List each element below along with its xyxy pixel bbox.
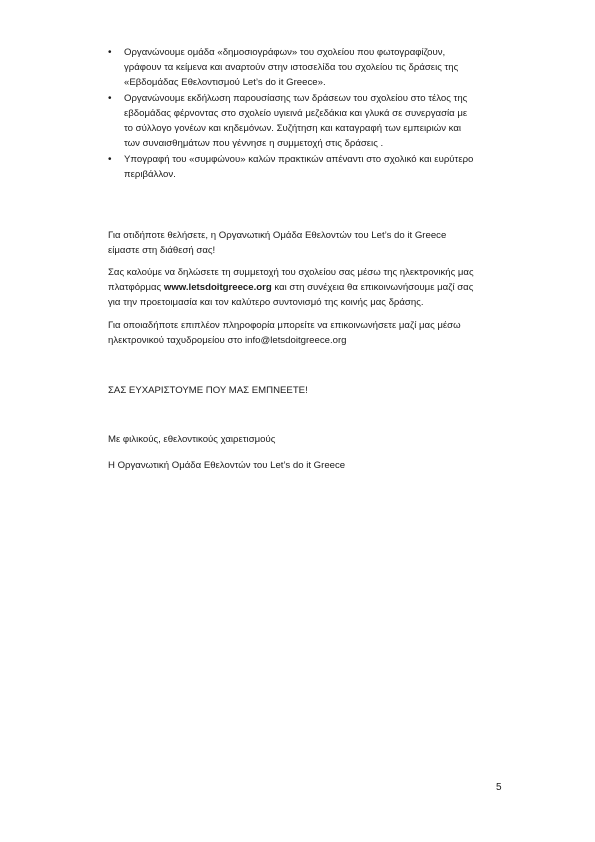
paragraph-line: για την προετοιμασία και τον καλύτερο συντονισμό της κοινής μας δράσης. <box>108 297 424 308</box>
paragraph-line: Για οποιαδήποτε επιπλέον πληροφορία μπορείτε να επικοινωνήσετε μαζί μας μέσω <box>108 320 461 331</box>
bullet-icon: • <box>108 47 112 58</box>
list-item-line: Υπογραφή του «συμφώνου» καλών πρακτικών απέναντι στο σχολικό και ευρύτερο <box>124 154 474 165</box>
list-item-line: των συναισθημάτων που γέννησε η συμμετοχή στις δράσεις . <box>124 138 384 149</box>
paragraph-line: είμαστε στη διάθεσή σας! <box>108 245 216 256</box>
list-item <box>108 152 508 182</box>
website-link[interactable]: www.letsdoitgreece.org <box>163 282 272 293</box>
registration-paragraph <box>108 265 506 310</box>
paragraph-line <box>108 280 506 295</box>
list-item-line: το σύλλογο γονέων και κηδεμόνων. Συζήτηση και καταγραφή των εμπειριών και <box>124 123 462 134</box>
list-item <box>108 91 508 151</box>
signature-line: Η Οργανωτική Ομάδα Εθελοντών του Let’s do it Greece <box>108 460 346 471</box>
regards-line: Με φιλικούς, εθελοντικούς χαιρετισμούς <box>108 434 276 445</box>
contact-paragraph <box>108 318 506 348</box>
availability-paragraph <box>108 228 506 258</box>
paragraph-line: Σας καλούμε να δηλώσετε τη συμμετοχή του σχολείου σας μέσω της ηλεκτρονικής μας <box>108 267 474 278</box>
list-item <box>108 45 508 90</box>
thanks-line: ΣΑΣ ΕΥΧΑΡΙΣΤΟΥΜΕ ΠΟΥ ΜΑΣ ΕΜΠΝΕΕΤΕ! <box>108 385 308 396</box>
list-item-line: περιβάλλον. <box>124 169 176 180</box>
paragraph-text: και στη συνέχεια θα επικοινωνήσουμε μαζί σας <box>271 282 474 293</box>
list-item-line: Οργανώνουμε ομάδα «δημοσιογράφων» του σχολείου που φωτογραφίζουν, <box>124 47 446 58</box>
bullet-list <box>108 45 508 183</box>
list-item-line: Οργανώνουμε εκδήλωση παρουσίασης των δράσεων του σχολείου στο τέλος της <box>124 93 468 104</box>
paragraph-line: ηλεκτρονικού ταχυδρομείου στο info@letsdoitgreece.org <box>108 335 347 346</box>
list-item-line: «Εβδομάδας Εθελοντισμού Let’s do it Greece». <box>124 77 326 88</box>
paragraph-line: Για οτιδήποτε θελήσετε, η Οργανωτική Ομάδα Εθελοντών του Let’s do it Greece <box>108 230 447 241</box>
bullet-icon: • <box>108 93 112 104</box>
page-number: 5 <box>496 782 502 793</box>
bullet-icon: • <box>108 154 112 165</box>
list-item-line: γράφουν τα κείμενα και αναρτούν στην ιστοσελίδα του σχολείου τις δράσεις της <box>124 62 459 73</box>
list-item-line: εβδομάδας φέρνοντας στο σχολείο υγιεινά μεζεδάκια και γλυκά σε συνεργασία με <box>124 108 468 119</box>
paragraph-text: πλατφόρμας <box>108 282 164 293</box>
